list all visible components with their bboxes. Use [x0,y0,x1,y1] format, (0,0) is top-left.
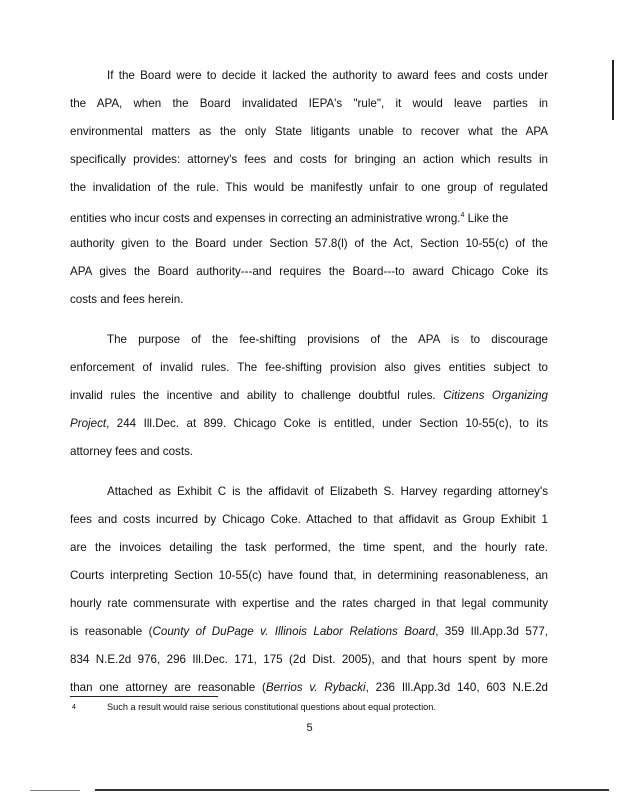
body-line: are the invoices detailing the task performed, the time spent, and the hourly rate. [70,541,548,554]
body-line: enforcement of invalid rules. The fee-shifting provision also gives entities subject to [70,361,548,374]
body-line-text: entities who incur costs and expenses in correcting an administrative wrong. [70,211,461,225]
case-citation: County of DuPage v. Illinois Labor Relations Board [152,625,436,638]
body-line-text: , 359 Ill.App.3d 577, [435,625,548,638]
body-line [70,209,548,225]
body-line-text: is reasonable ( [70,625,153,638]
case-citation: Project [70,417,107,430]
case-citation: Citizens Organizing [443,389,548,402]
footnote-text: Such a result would raise serious constitutional questions about equal protection. [107,702,436,712]
scan-artifact [30,790,80,791]
body-line [70,389,548,402]
body-line: environmental matters as the only State litigants unable to recover what the APA [70,125,548,138]
scan-edge-mark [612,60,614,120]
scan-bottom-rule [95,789,609,791]
case-citation: Berrios v. Rybacki [265,681,366,694]
body-line: the APA, when the Board invalidated IEPA's "rule", it would leave parties in [70,97,548,110]
body-line: The purpose of the fee-shifting provisions of the APA is to discourage [107,333,548,346]
footnote-marker: 4 [72,704,76,711]
body-line-text: invalid rules the incentive and ability to challenge doubtful rules. [70,389,436,402]
body-line: Attached as Exhibit C is the affidavit of Elizabeth S. Harvey regarding attorney's [107,485,548,498]
body-line [70,417,548,430]
body-line-text: than one attorney are reasonable ( [70,681,266,694]
body-line-text: Like the [464,211,509,225]
body-line: APA gives the Board authority---and requires the Board---to award Chicago Coke its [70,265,548,278]
body-line-text: , 244 Ill.Dec. at 899. Chicago Coke is entitled, under Section 10-55(c), to its [106,417,548,430]
body-line: authority given to the Board under Section 57.8(l) of the Act, Section 10-55(c) of the [70,237,548,250]
page-number: 5 [306,722,313,734]
body-line: Courts interpreting Section 10-55(c) have found that, in determining reasonableness, an [70,569,548,582]
body-line: hourly rate commensurate with expertise and the rates charged in that legal community [70,597,548,610]
body-line: specifically provides: attorney's fees and costs for bringing an action which results in [70,153,548,166]
body-line: attorney fees and costs. [70,445,194,458]
footnote-reference: 4 [460,212,465,219]
body-line-text: , 236 Ill.App.3d 140, 603 N.E.2d [365,681,548,694]
footnote-divider [70,696,218,697]
body-line [70,625,548,638]
body-line [70,681,548,694]
body-line: 834 N.E.2d 976, 296 Ill.Dec. 171, 175 (2d Dist. 2005), and that hours spent by more [70,653,548,666]
body-line: fees and costs incurred by Chicago Coke. Attached to that affidavit as Group Exhibit 1 [70,513,548,526]
body-line: If the Board were to decide it lacked the authority to award fees and costs under [107,69,548,82]
body-line: costs and fees herein. [70,293,184,306]
body-line: the invalidation of the rule. This would be manifestly unfair to one group of regulated [70,181,548,194]
